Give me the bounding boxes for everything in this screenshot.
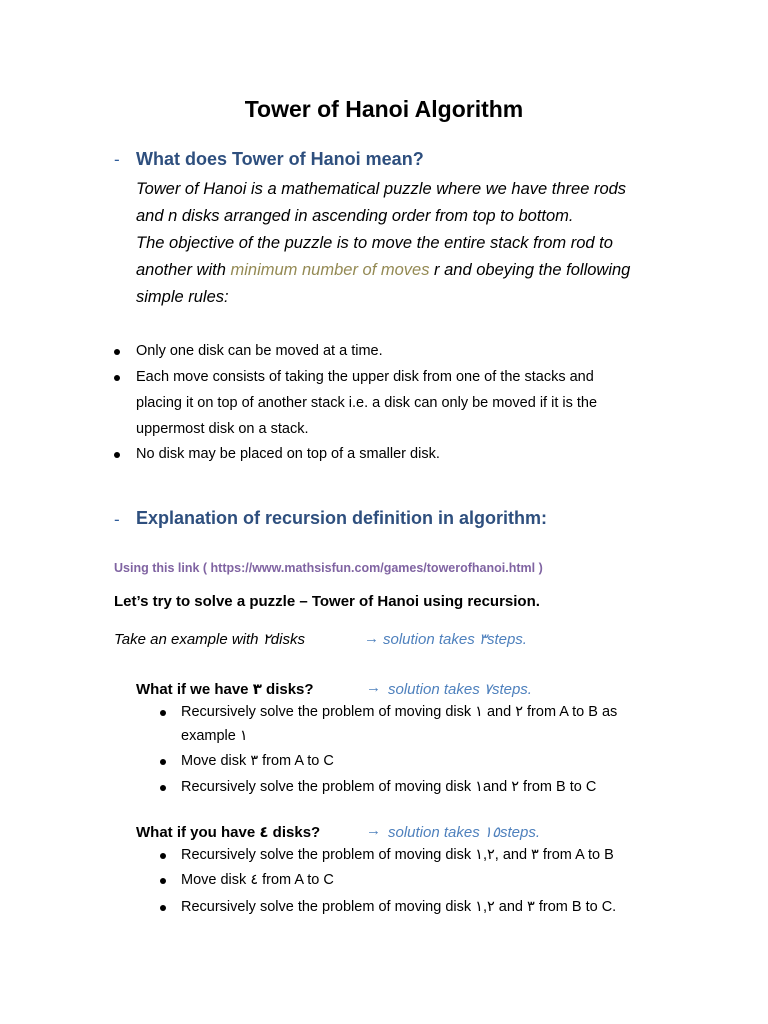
rule-2-line-1: Each move consists of taking the upper disk from one of the stacks and <box>136 369 594 385</box>
case-4-step-2: Move disk ٤ from A to C <box>181 872 334 888</box>
case-3-step-2: Move disk ٣ from A to C <box>181 753 334 769</box>
bullet-dot <box>114 452 120 458</box>
bullet-dot <box>160 785 166 791</box>
bullet-dot <box>160 853 166 859</box>
section-2-dash: - <box>114 510 120 529</box>
example-solution: solution takes ٣steps. <box>383 631 527 648</box>
arrow-right-icon: → <box>366 679 381 696</box>
bullet-dot <box>160 710 166 716</box>
rule-2-line-3: uppermost disk on a stack. <box>136 421 309 437</box>
bullet-dot <box>160 905 166 911</box>
case-3-step-3: Recursively solve the problem of moving disk ١and ٢ from B to C <box>181 779 597 795</box>
rule-1: Only one disk can be moved at a time. <box>136 343 383 359</box>
bullet-dot <box>160 878 166 884</box>
rule-3: No disk may be placed on top of a smaller disk. <box>136 446 440 462</box>
intro-paragraph <box>136 176 630 311</box>
intro-line-4-post: r and obeying the following <box>429 261 631 279</box>
intro-line-4 <box>136 257 630 284</box>
case-4-step-3: Recursively solve the problem of moving disk ١,٢ and ٣ from B to C. <box>181 899 617 915</box>
intro-line-1: Tower of Hanoi is a mathematical puzzle where we have three rods <box>136 180 627 198</box>
section-2-heading: Explanation of recursion definition in algorithm: <box>136 508 548 528</box>
page-title: Tower of Hanoi Algorithm <box>244 96 524 122</box>
case-4-solution: solution takes ١٥steps. <box>388 824 541 841</box>
bullet-dot <box>114 375 120 381</box>
case-3-step-1-cont: example ١ <box>181 728 248 744</box>
arrow-right-icon: → <box>364 630 379 647</box>
case-3-solution: solution takes ٧steps. <box>388 681 532 698</box>
minimum-moves-highlight: minimum number of moves <box>230 261 430 279</box>
case-3-step-1: Recursively solve the problem of moving disk ١ and ٢ from A to B as <box>181 704 618 720</box>
example-two-disks: Take an example with ٢disks <box>114 631 305 648</box>
bullet-dot <box>114 349 120 355</box>
rule-2-line-2: placing it on top of another stack i.e. a disk can only be moved if it is the <box>136 395 598 411</box>
case-3-question: What if we have ٣ disks? <box>136 681 314 698</box>
case-4-question: What if you have ٤ disks? <box>136 824 321 841</box>
intro-line-3: The objective of the puzzle is to move the entire stack from rod to <box>136 234 613 252</box>
bullet-dot <box>160 759 166 765</box>
section-1-heading: What does Tower of Hanoi mean? <box>136 149 424 169</box>
mathsisfun-link[interactable]: Using this link ( https://www.mathsisfun.com/games/towerofhanoi.html ) <box>114 561 543 575</box>
intro-line-2: and n disks arranged in ascending order from top to bottom. <box>136 207 574 225</box>
case-4-step-1: Recursively solve the problem of moving disk ١,٢, and ٣ from A to B <box>181 847 614 863</box>
arrow-right-icon: → <box>366 822 381 839</box>
intro-line-4-pre: another with <box>136 261 231 279</box>
intro-line-5: simple rules: <box>136 288 229 306</box>
section-1-dash: - <box>114 150 120 169</box>
lets-try-line: Let’s try to solve a puzzle – Tower of Hanoi using recursion. <box>114 593 540 610</box>
